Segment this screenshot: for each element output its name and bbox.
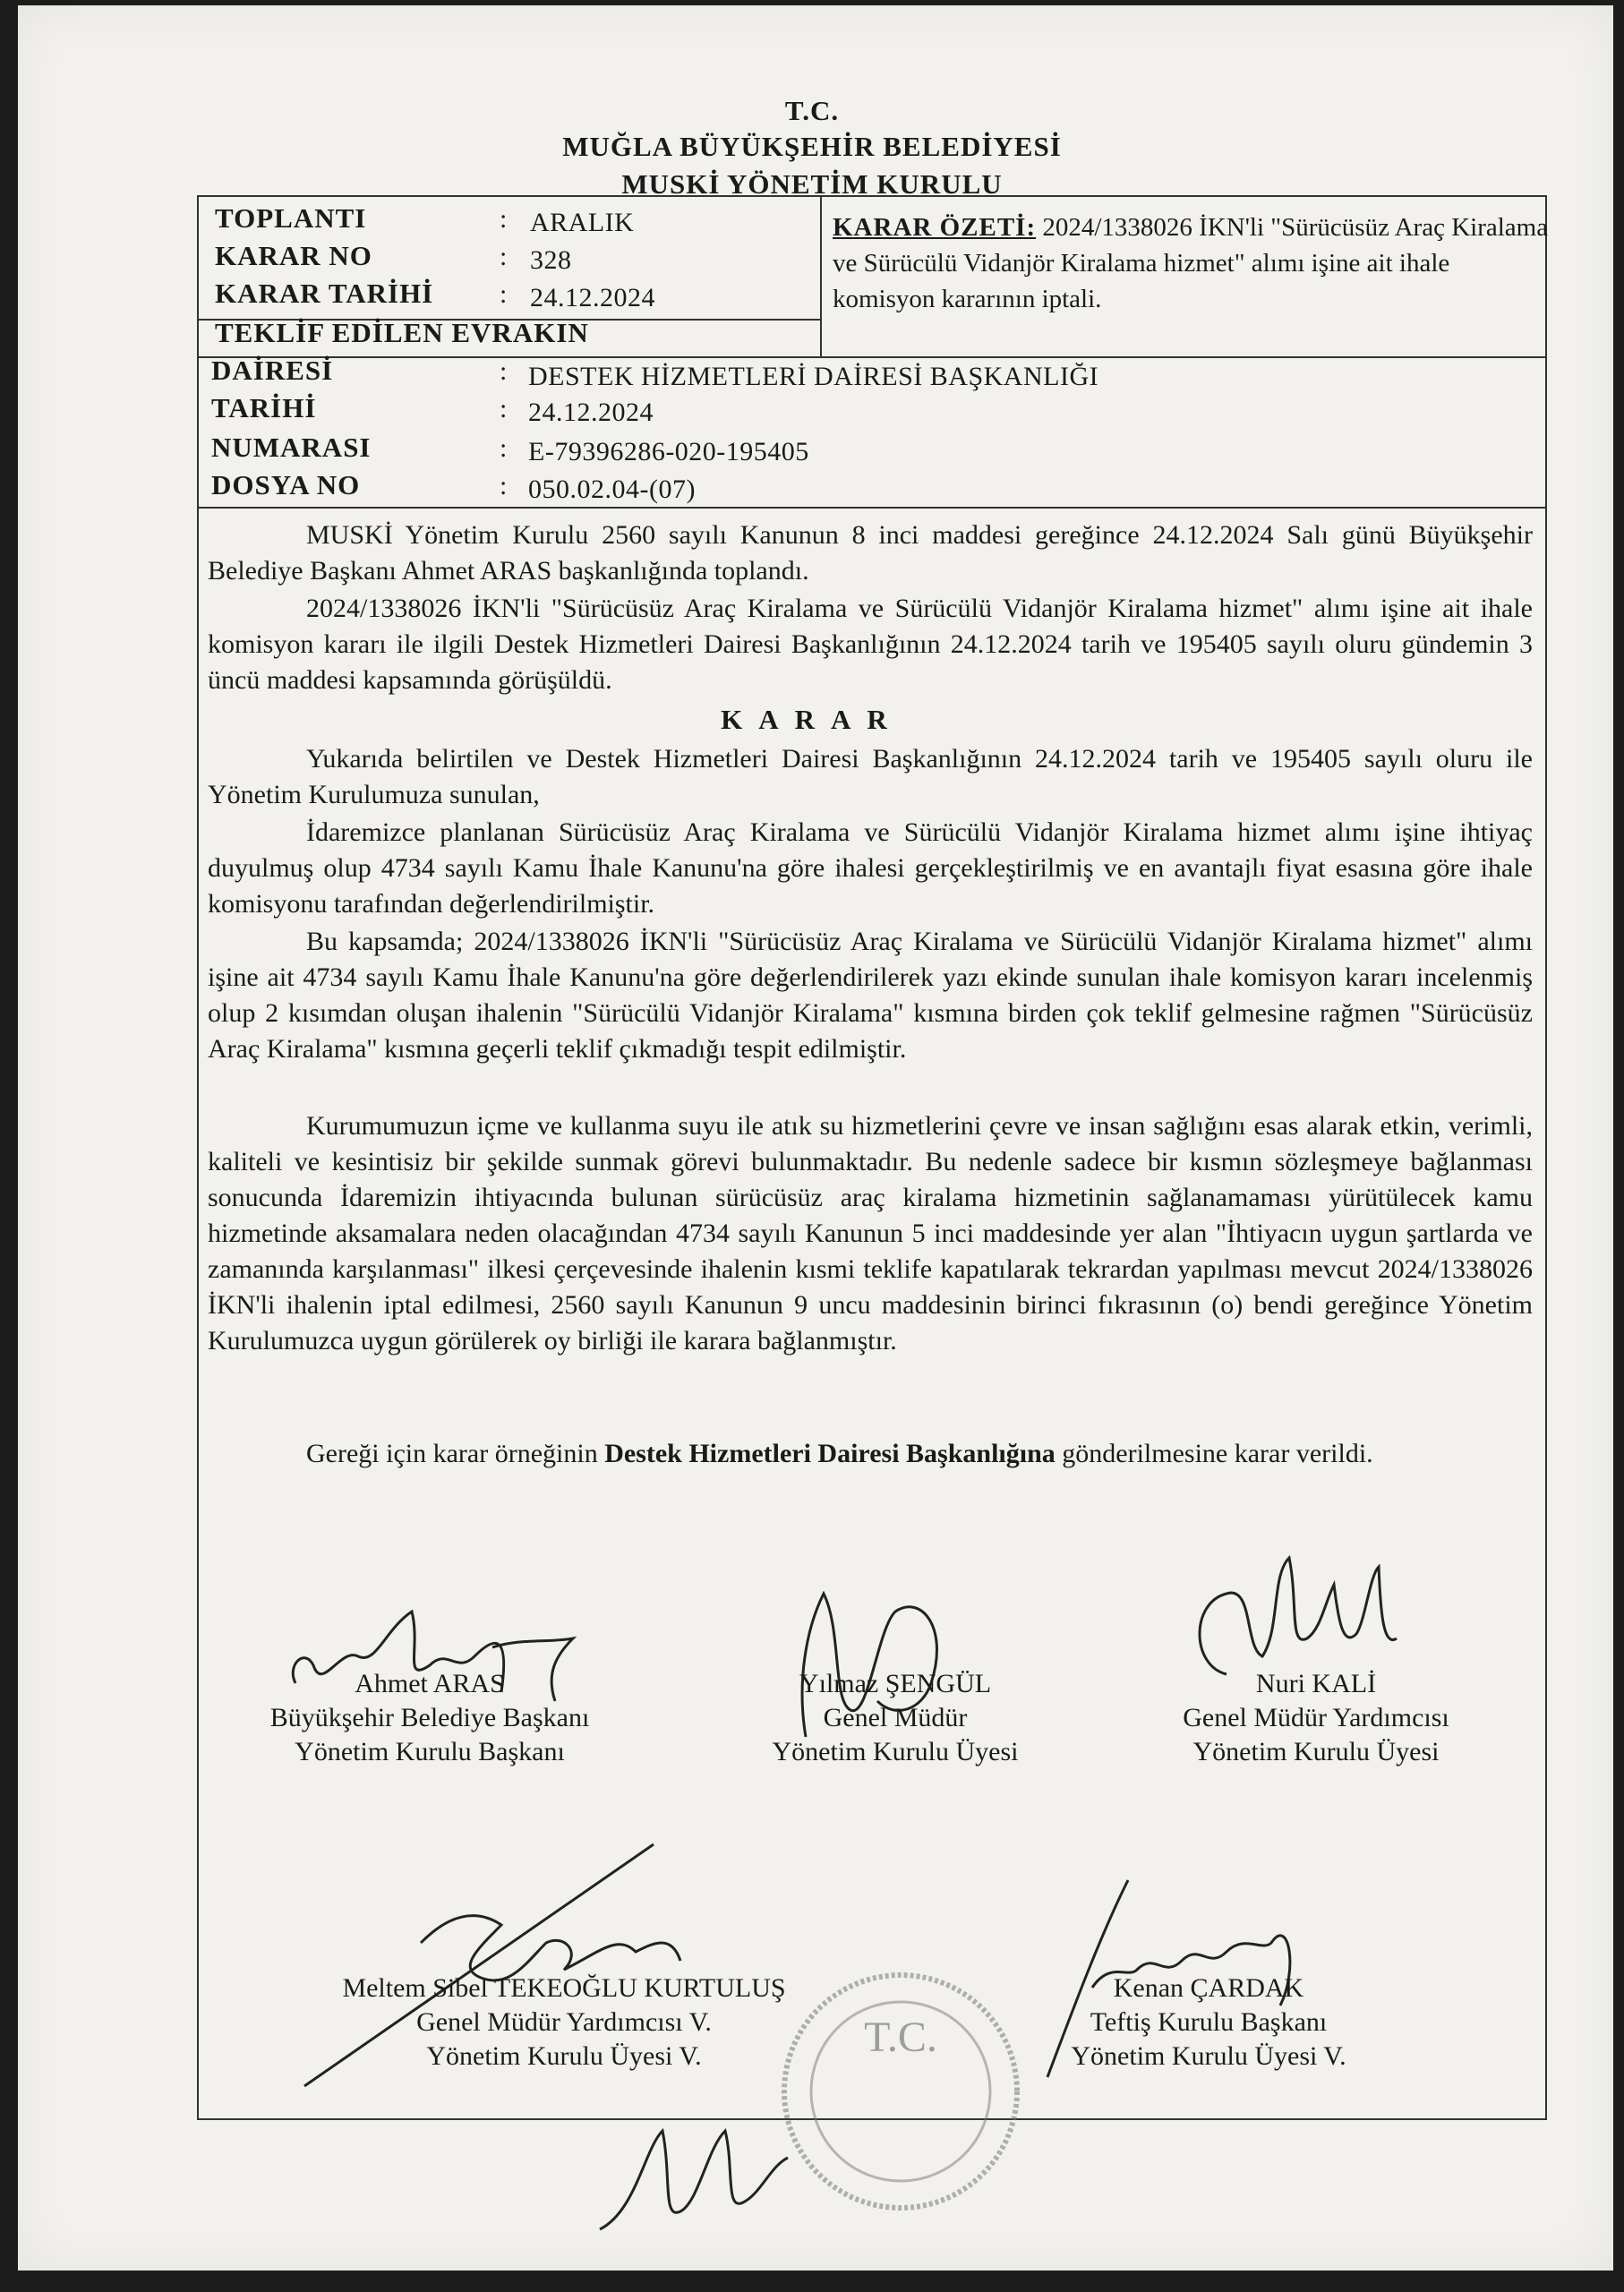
table-divider (197, 356, 1547, 358)
karar-tarihi-value: 24.12.2024 (530, 283, 655, 312)
tarihi-value: 24.12.2024 (528, 398, 654, 427)
signatory-name: Yılmaz ŞENGÜL (799, 1669, 992, 1698)
karar-heading: KARAR (721, 704, 903, 735)
signatory-cardak (1021, 1971, 1397, 2074)
signatory-role: Yönetim Kurulu Başkanı (295, 1737, 565, 1766)
signatory-title: Genel Müdür Yardımcısı V. (416, 2007, 712, 2037)
colon: : (500, 242, 508, 271)
seal-text: T.C. (864, 2014, 937, 2061)
colon: : (500, 204, 508, 234)
paragraph-7-department: Destek Hizmetleri Dairesi Başkanlığına (604, 1439, 1056, 1468)
karar-ozeti-label: KARAR ÖZETİ: (833, 213, 1037, 242)
table-divider (820, 195, 822, 356)
header-board: MUSKİ YÖNETİM KURULU (621, 168, 1003, 200)
signatory-tekeoglu (269, 1971, 859, 2074)
signatory-title: Teftiş Kurulu Başkanı (1090, 2007, 1328, 2037)
karar-no-value: 328 (530, 245, 572, 275)
colon: : (500, 356, 508, 386)
dosya-no-value: 050.02.04-(07) (528, 475, 696, 504)
signatory-title: Genel Müdür Yardımcısı (1183, 1703, 1449, 1732)
colon: : (500, 433, 508, 463)
paragraph-4: İdaremizce planlanan Sürücüsüz Araç Kiralama ve Sürücülü Vidanjör Kiralama hizmet alımı işine ihtiyaç duyulmuş olup 4734 sayılı Kamu İhale Kanunu'na göre ihalesi gerçekleştirilmiş ve en avantajlı fiyat esasına göre ihale komisyonu tarafından değerlendirilmiştir. (208, 817, 1533, 919)
signatory-name: Kenan ÇARDAK (1113, 1973, 1304, 2003)
signatory-title: Büyükşehir Belediye Başkanı (269, 1703, 590, 1732)
header-tc: T.C. (784, 95, 840, 126)
teklif-edilen-evrakin: TEKLİF EDİLEN EVRAKIN (215, 317, 589, 348)
signatory-name: Meltem Sibel TEKEOĞLU KURTULUŞ (342, 1973, 786, 2003)
signatory-name: Nuri KALİ (1255, 1669, 1377, 1698)
paragraph-1: MUSKİ Yönetim Kurulu 2560 sayılı Kanunun 8 inci maddesi gereğince 24.12.2024 Salı günü Büyükşehir Belediye Başkanı Ahmet ARAS başkanlığında toplandı. (208, 520, 1533, 586)
table-divider (197, 507, 1547, 509)
numarasi-value: E-79396286-020-195405 (528, 437, 809, 466)
paragraph-7-start: Gereği için karar örneğinin (306, 1439, 605, 1468)
karar-tarihi-label: KARAR TARİHİ (215, 278, 434, 309)
dosya-no-label: DOSYA NO (211, 469, 361, 500)
dairesi-label: DAİRESİ (211, 355, 334, 386)
karar-ozeti (833, 210, 1549, 317)
paragraph-7 (208, 1436, 1533, 1472)
colon: : (500, 394, 508, 423)
colon: : (500, 471, 508, 500)
signatory-role: Yönetim Kurulu Üyesi V. (426, 2041, 702, 2071)
signatory-name: Ahmet ARAS (355, 1669, 505, 1698)
signatory-role: Yönetim Kurulu Üyesi (1192, 1737, 1440, 1766)
karar-no-label: KARAR NO (215, 240, 372, 271)
paragraph-6: Kurumumuzun içme ve kullanma suyu ile atık su hizmetlerini çevre ve insan sağlığını esas alarak etkin, verimli, kaliteli ve kesintisiz bir şekilde sunmak görevi bulunmaktadır. Bu nedenle sadece bir kısmın sözleşmeye bağlanması sonucunda İdaremizin ihtiyacında bulunan sürücüsüz araç kiralama hizmetinin sağlanamaması yürütülecek kamu hizmetinde aksamalara neden olacağından 4734 sayılı Kanunun 5 inci maddesinde yer alan "İhtiyacın uygun şartlarda ve zamanında karşılanması" ilkesi çerçevesinde ihalenin kısmi teklife kapatılarak tekrardan yapılması mevcut 2024/1338026 İKN'li ihalenin iptal edilmesi, 2560 sayılı Kanunun 9 uncu maddesinin birinci fıkrasının (o) bendi gereğince Yönetim Kurulumuzca uygun görülerek oy birliği ile karara bağlanmıştır. (208, 1111, 1533, 1356)
signatory-role: Yönetim Kurulu Üyesi (772, 1737, 1019, 1766)
paragraph-5: Bu kapsamda; 2024/1338026 İKN'li "Sürücüsüz Araç Kiralama ve Sürücülü Vidanjör Kiralama hizmet" alımı işine ait 4734 sayılı Kamu İhale Kanunu'na göre değerlendirilerek yazı ekinde sunulan ihale komisyon kararı incelenmiş olup 2 kısımdan oluşan ihalenin "Sürücülü Vidanjör Kiralama" kısmına birden çok teklif gelmesine rağmen "Sürücüsüz Araç Kiralama" kısmına geçerli teklif çıkmadığı tespit edilmiştir. (208, 927, 1533, 1064)
toplanti-value: ARALIK (530, 208, 635, 237)
tarihi-label: TARİHİ (211, 392, 317, 423)
paragraph-2: 2024/1338026 İKN'li "Sürücüsüz Araç Kiralama ve Sürücülü Vidanjör Kiralama hizmet" alımı işine ait ihale komisyon kararı ile ilgili Destek Hizmetleri Dairesi Başkanlığının 24.12.2024 tarih ve 195405 sayılı oluru gündemin 3 üncü maddesi kapsamında görüşüldü. (208, 594, 1533, 695)
signatory-title: Genel Müdür (823, 1703, 968, 1732)
karar-ozeti-text: 2024/1338026 İKN'li "Sürücüsüz Araç Kiralama ve Sürücülü Vidanjör Kiralama hizmet" alımı işine ait ihale komisyon kararının iptali. (833, 213, 1549, 313)
header-municipality: MUĞLA BÜYÜKŞEHİR BELEDİYESİ (562, 131, 1062, 162)
signatory-sengul (716, 1667, 1074, 1769)
paragraph-7-end: gönderilmesine karar verildi. (1055, 1439, 1373, 1468)
paragraph-3: Yukarıda belirtilen ve Destek Hizmetleri Dairesi Başkanlığının 24.12.2024 tarih ve 195405 sayılı oluru ile Yönetim Kurulumuza sunulan, (208, 744, 1533, 809)
signatory-aras (242, 1667, 618, 1769)
toplanti-label: TOPLANTI (215, 202, 367, 234)
colon: : (500, 279, 508, 309)
signatory-kali (1119, 1667, 1513, 1769)
signatory-role: Yönetim Kurulu Üyesi V. (1071, 2041, 1346, 2071)
dairesi-value: DESTEK HİZMETLERİ DAİRESİ BAŞKANLIĞI (528, 362, 1099, 391)
numarasi-label: NUMARASI (211, 432, 372, 463)
